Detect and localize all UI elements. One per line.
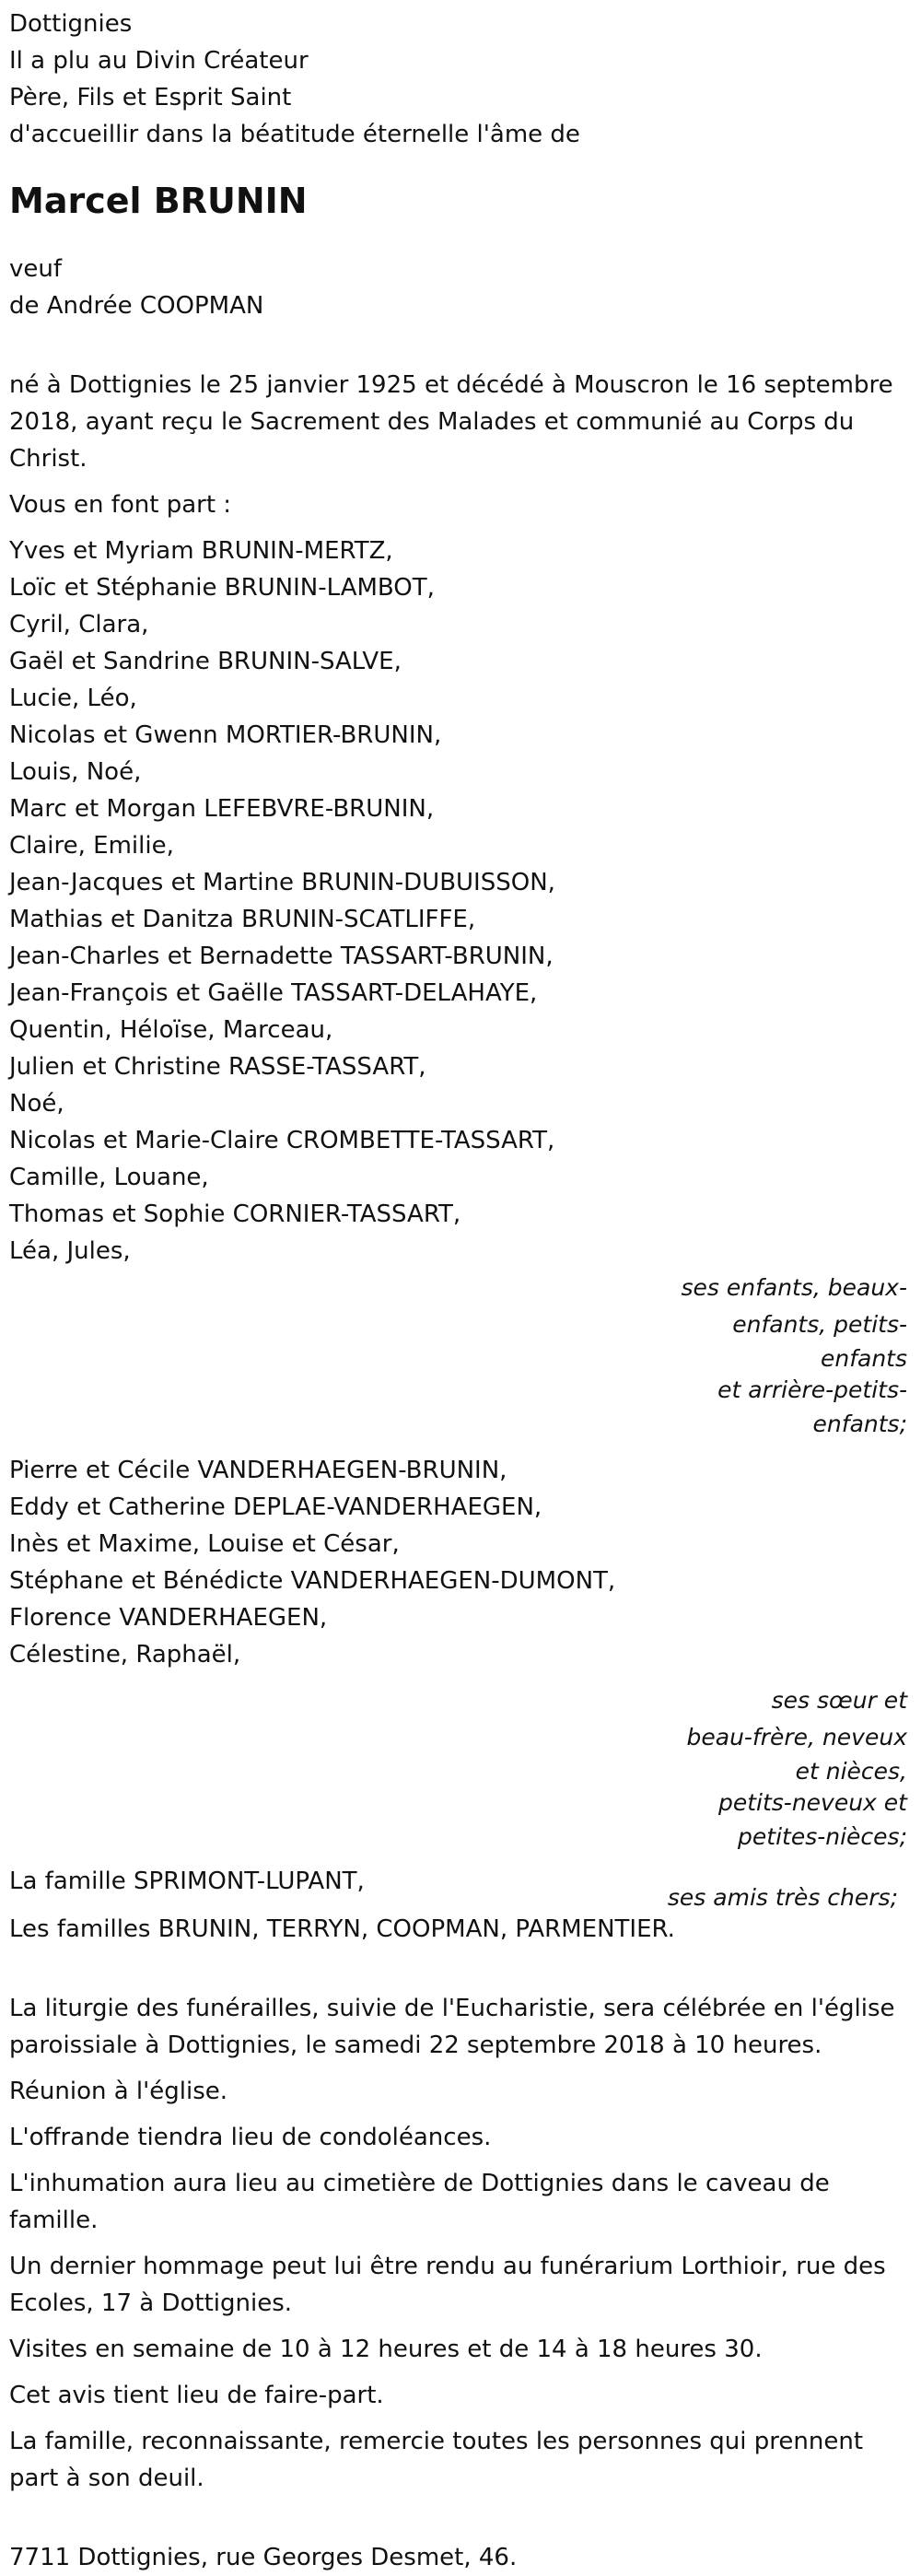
qualifier-line: beau-frère, neveux (686, 1724, 907, 1751)
family-list-siblings (9, 1452, 921, 1673)
relation-qualifier-siblings (599, 1682, 907, 1856)
funeral-paragraph: Cet avis tient lieu de faire-part. (9, 2382, 384, 2409)
qualifier-line: ses enfants, beaux- (681, 1274, 907, 1301)
qualifier-line: enfants (820, 1345, 907, 1372)
qualifier-line: enfants, petits- (732, 1311, 907, 1338)
family-line: Jean-François et Gaëlle TASSART-DELAHAYE, (9, 979, 538, 1007)
deceased-name: Marcel BRUNIN (9, 181, 308, 221)
family-line: Pierre et Cécile VANDERHAEGEN-BRUNIN, (9, 1457, 507, 1484)
marital-status: veuf (9, 255, 63, 283)
friends-row (9, 1863, 921, 1911)
family-line: Marc et Morgan LEFEBVRE-BRUNIN, (9, 795, 435, 823)
qualifier-line: enfants; (812, 1411, 907, 1437)
family-line: Thomas et Sophie CORNIER-TASSART, (9, 1200, 461, 1228)
family-line: Inès et Maxime, Louise et César, (9, 1530, 400, 1558)
family-line: Léa, Jules, (9, 1237, 131, 1265)
family-line: Florence VANDERHAEGEN, (9, 1604, 328, 1632)
intro-line: Il a plu au Divin Créateur (9, 47, 309, 75)
qualifier-line: et nièces, (795, 1758, 907, 1785)
announce-text: Vous en font part : (9, 491, 232, 519)
funeral-paragraph: La liturgie des funérailles, suivie de l'Eucharistie, sera célébrée en l'église paroissiale à Dottignies, le samedi 22 septembre 2018 à 10 heures. (9, 1995, 895, 2059)
family-line: Camille, Louane, (9, 1164, 209, 1191)
funeral-paragraph: L'inhumation aura lieu au cimetière de Dottignies dans le caveau de famille. (9, 2170, 830, 2234)
place-heading: Dottignies (9, 10, 133, 38)
family-list-children (9, 533, 921, 1270)
family-line: Loïc et Stéphanie BRUNIN-LAMBOT, (9, 574, 435, 602)
birth-death-text: né à Dottignies le 25 janvier 1925 et décédé à Mouscron le 16 septembre 2018, ayant reçu le Sacrement des Malades et communié au Corps du Christ. (9, 371, 893, 473)
family-line: La famille SPRIMONT-LUPANT, (9, 1868, 365, 1895)
families-line: Les familles BRUNIN, TERRYN, COOPMAN, PARMENTIER. (9, 1915, 675, 1943)
funeral-paragraph: Visites en semaine de 10 à 12 heures et de 14 à 18 heures 30. (9, 2336, 763, 2363)
qualifier-line: et arrière-petits- (717, 1376, 907, 1403)
family-line: Eddy et Catherine DEPLAE-VANDERHAEGEN, (9, 1493, 542, 1521)
intro-line: d'accueillir dans la béatitude éternelle l'âme de (9, 121, 580, 148)
family-line: Célestine, Raphaël, (9, 1641, 241, 1669)
family-line: Quentin, Héloïse, Marceau, (9, 1016, 333, 1044)
family-address: 7711 Dottignies, rue Georges Desmet, 46. (9, 2544, 518, 2571)
family-line: Mathias et Danitza BRUNIN-SCATLIFFE, (9, 906, 476, 933)
family-line: Claire, Emilie, (9, 832, 174, 860)
qualifier-line: petites-nièces; (738, 1823, 907, 1850)
funeral-paragraph: Un dernier hommage peut lui être rendu au funérarium Lorthioir, rue des Ecoles, 17 à Dottignies. (9, 2253, 886, 2317)
qualifier-line: ses sœur et (771, 1687, 907, 1714)
family-line: Stéphane et Bénédicte VANDERHAEGEN-DUMONT, (9, 1567, 616, 1595)
qualifier-line: petits-neveux et (717, 1789, 907, 1816)
family-line: Noé, (9, 1090, 64, 1118)
relation-qualifier-children (599, 1270, 907, 1443)
family-line: Cyril, Clara, (9, 611, 149, 638)
family-line: Gaël et Sandrine BRUNIN-SALVE, (9, 648, 402, 675)
family-line: Lucie, Léo, (9, 685, 137, 712)
family-line: Jean-Jacques et Martine BRUNIN-DUBUISSON, (9, 869, 555, 896)
family-line: Julien et Christine RASSE-TASSART, (9, 1053, 426, 1081)
funeral-info (9, 1990, 921, 2497)
family-line: Louis, Noé, (9, 758, 142, 786)
funeral-paragraph: La famille, reconnaissante, remercie toutes les personnes qui prennent part à son deuil. (9, 2428, 864, 2492)
family-line: Yves et Myriam BRUNIN-MERTZ, (9, 537, 393, 565)
spouse-name: de Andrée COOPMAN (9, 292, 264, 320)
family-line: Nicolas et Gwenn MORTIER-BRUNIN, (9, 721, 442, 749)
funeral-paragraph: Réunion à l'église. (9, 2078, 228, 2105)
intro-line: Père, Fils et Esprit Saint (9, 84, 292, 111)
family-line: Jean-Charles et Bernadette TASSART-BRUNIN, (9, 943, 554, 970)
family-line: Nicolas et Marie-Claire CROMBETTE-TASSART, (9, 1127, 555, 1154)
relation-qualifier-friends: ses amis très chers; (667, 1884, 898, 1911)
funeral-paragraph: L'offrande tiendra lieu de condoléances. (9, 2124, 492, 2151)
